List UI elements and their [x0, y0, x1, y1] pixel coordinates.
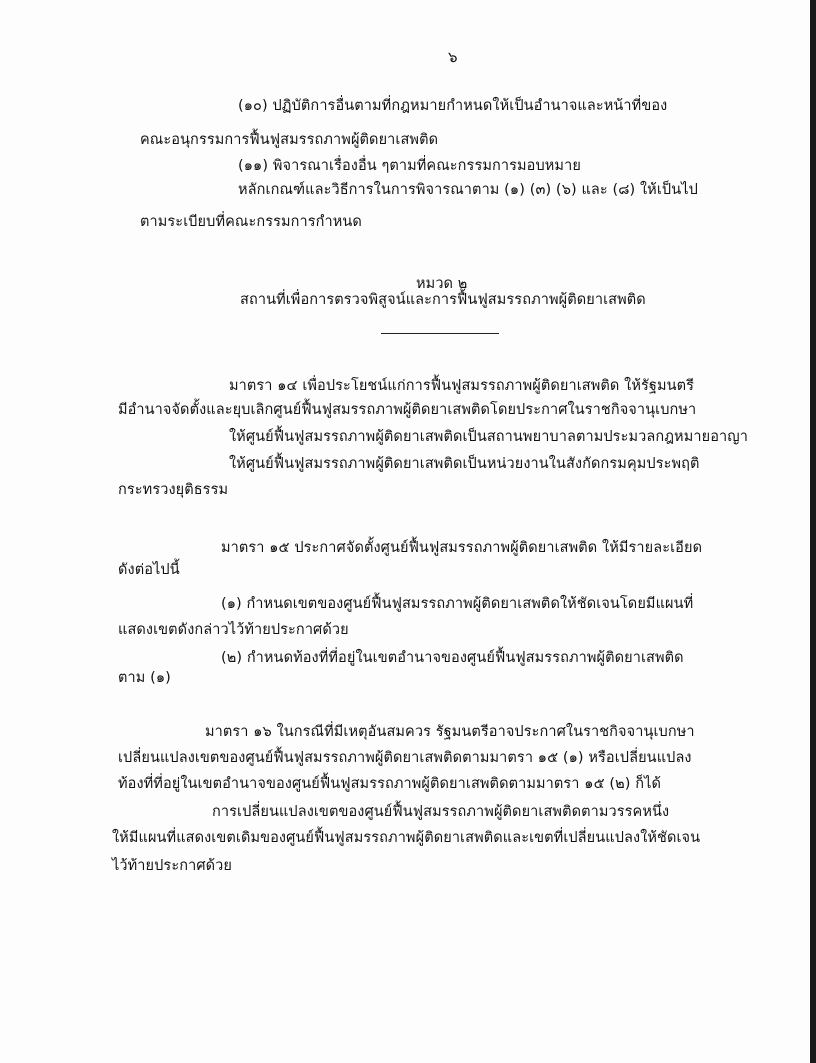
text-line: คณะอนุกรรมการฟื้นฟูสมรรถภาพผู้ติดยาเสพติด — [140, 132, 439, 148]
section-16-line: มาตรา ๑๖ ในกรณีที่มีเหตุอันสมควร รัฐมนตรีอาจประกาศในราชกิจจานุเบกษา — [205, 724, 695, 740]
chapter-title: สถานที่เพื่อการตรวจพิสูจน์และการฟื้นฟูสมรรถภาพผู้ติดยาเสพติด — [240, 292, 646, 308]
section-15-line: มาตรา ๑๕ ประกาศจัดตั้งศูนย์ฟื้นฟูสมรรถภาพผู้ติดยาเสพติด ให้มีรายละเอียด — [221, 540, 703, 556]
text-line: (๑๑) พิจารณาเรื่องอื่น ๆตามที่คณะกรรมการมอบหมาย — [238, 158, 581, 174]
section-15-line: ตาม (๑) — [118, 670, 171, 686]
text-line: (๑๐) ปฏิบัติการอื่นตามที่กฎหมายกำหนดให้เป็นอำนาจและหน้าที่ของ — [238, 98, 668, 114]
heading-underline — [381, 333, 499, 334]
section-15-line: ดังต่อไปนี้ — [118, 562, 180, 578]
section-14-line: มาตรา ๑๔ เพื่อประโยชน์แก่การฟื้นฟูสมรรถภาพผู้ติดยาเสพติด ให้รัฐมนตรี — [229, 378, 695, 394]
section-15-line: แสดงเขตดังกล่าวไว้ท้ายประกาศด้วย — [118, 622, 349, 638]
section-16-line: ท้องที่ที่อยู่ในเขตอำนาจของศูนย์ฟื้นฟูสมรรถภาพผู้ติดยาเสพติดตามมาตรา ๑๕ (๒) ก็ได้ — [118, 776, 662, 792]
section-16-line: เปลี่ยนแปลงเขตของศูนย์ฟื้นฟูสมรรถภาพผู้ติดยาเสพติดตามมาตรา ๑๕ (๑) หรือเปลี่ยนแปลง — [118, 750, 692, 766]
section-15-line: (๑) กำหนดเขตของศูนย์ฟื้นฟูสมรรถภาพผู้ติดยาเสพติดให้ชัดเจนโดยมีแผนที่ — [221, 596, 694, 612]
section-14-line: ให้ศูนย์ฟื้นฟูสมรรถภาพผู้ติดยาเสพติดเป็นหน่วยงานในสังกัดกรมคุมประพฤติ — [229, 456, 700, 472]
section-14-line: กระทรวงยุติธรรม — [118, 482, 229, 498]
section-14-line: มีอำนาจจัดตั้งและยุบเลิกศูนย์ฟื้นฟูสมรรถภาพผู้ติดยาเสพติดโดยประกาศในราชกิจจานุเบกษา — [118, 402, 697, 418]
text-line: หลักเกณฑ์และวิธีการในการพิจารณาตาม (๑) (๓) (๖) และ (๘) ให้เป็นไป — [238, 182, 698, 198]
section-16-line: ไว้ท้ายประกาศด้วย — [112, 858, 232, 874]
scan-edge — [810, 0, 816, 1063]
section-14-line: ให้ศูนย์ฟื้นฟูสมรรถภาพผู้ติดยาเสพติดเป็นสถานพยาบาลตามประมวลกฎหมายอาญา — [229, 429, 748, 445]
section-16-line: ให้มีแผนที่แสดงเขตเดิมของศูนย์ฟื้นฟูสมรรถภาพผู้ติดยาเสพติดและเขตที่เปลี่ยนแปลงให้ชัดเจน — [112, 830, 701, 846]
page-number: ๖ — [448, 48, 458, 66]
chapter-heading: หมวด ๒ — [416, 276, 468, 292]
text-line: ตามระเบียบที่คณะกรรมการกำหนด — [140, 214, 362, 230]
section-15-line: (๒) กำหนดท้องที่ที่อยู่ในเขตอำนาจของศูนย์ฟื้นฟูสมรรถภาพผู้ติดยาเสพติด — [221, 650, 684, 666]
section-16-line: การเปลี่ยนแปลงเขตของศูนย์ฟื้นฟูสมรรถภาพผู้ติดยาเสพติดตามวรรคหนึ่ง — [212, 804, 670, 820]
